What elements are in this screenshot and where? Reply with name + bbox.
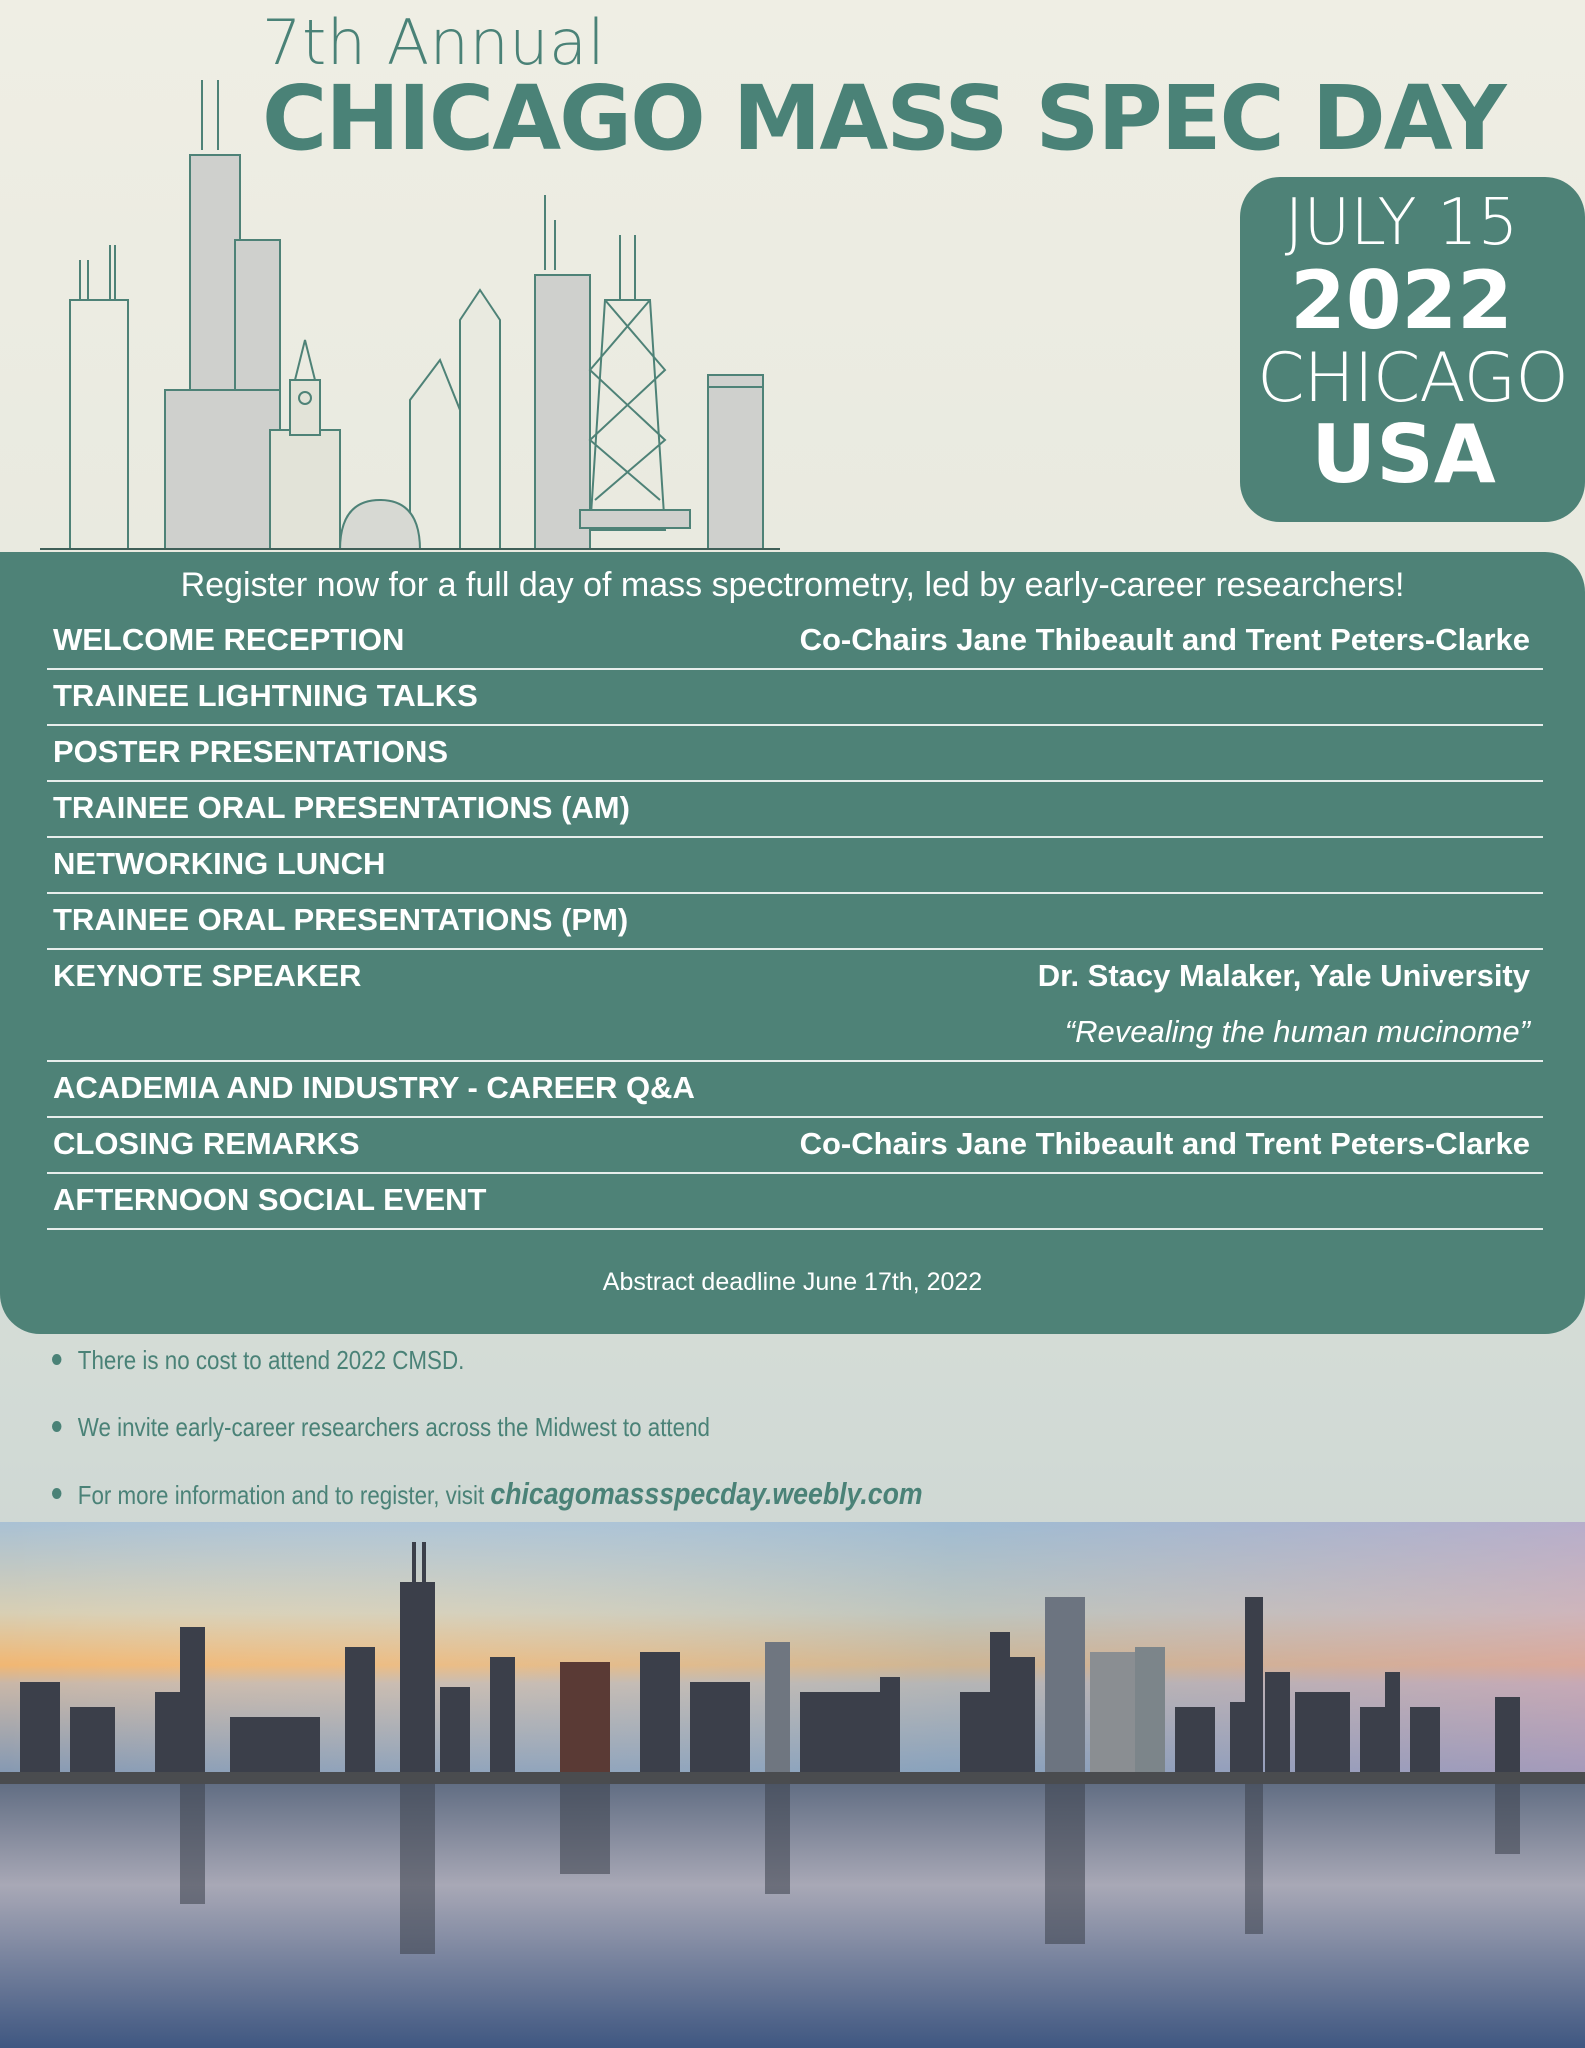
event-year: 2022 [1290,254,1513,347]
event-title: CHICAGO MASS SPEC DAY [262,66,1505,170]
schedule-row [47,1118,1543,1174]
registration-link[interactable]: chicagomassspecday.weebly.com [490,1476,923,1511]
info-text: We invite early-career researchers across the Midwest to attend [77,1412,710,1442]
info-item [52,1407,923,1474]
info-text: There is no cost to attend 2022 CMSD. [77,1345,465,1375]
skyline-illustration [40,80,780,550]
row-event: TRAINEE LIGHTNING TALKS [53,678,478,713]
row-event: TRAINEE ORAL PRESENTATIONS (PM) [53,902,629,937]
schedule-row [47,614,1543,670]
info-item [52,1340,923,1407]
schedule-row [47,726,1543,782]
row-detail: Co-Chairs Jane Thibeault and Trent Peters-Clarke [799,622,1530,657]
bullet-icon [52,1421,61,1432]
event-date: JULY 15 [1284,186,1519,260]
info-text: For more information and to register, visit [77,1480,491,1510]
event-country: USA [1311,408,1496,501]
keynote-speaker: Dr. Stacy Malaker, Yale University [1037,958,1530,993]
skyline-photo [0,1522,1585,2048]
row-detail: Co-Chairs Jane Thibeault and Trent Peters-Clarke [799,1126,1530,1161]
schedule-row [47,782,1543,838]
schedule-row [47,670,1543,726]
schedule-row [47,838,1543,894]
edition-label: 7th Annual [262,6,606,79]
row-event: KEYNOTE SPEAKER [53,958,362,993]
schedule-row [47,1174,1543,1230]
row-event: AFTERNOON SOCIAL EVENT [53,1182,487,1217]
bullet-icon [52,1488,61,1499]
event-city: CHICAGO [1257,339,1568,418]
schedule-list [47,614,1543,1230]
bullet-icon [52,1354,61,1365]
row-event: POSTER PRESENTATIONS [53,734,449,769]
schedule-panel [0,552,1585,1334]
date-location-box [1240,177,1585,522]
row-event: CLOSING REMARKS [53,1126,360,1161]
schedule-row [47,894,1543,950]
row-event: ACADEMIA AND INDUSTRY - CAREER Q&A [53,1070,695,1105]
row-event: NETWORKING LUNCH [53,846,386,881]
registration-intro: Register now for a full day of mass spectrometry, led by early-career researchers! [180,566,1405,604]
schedule-row-keynote [47,950,1543,1062]
keynote-talk-title: “Revealing the human mucinome” [1064,1014,1530,1049]
abstract-deadline: Abstract deadline June 17th, 2022 [602,1268,983,1296]
info-list [52,1340,1064,1541]
row-event: WELCOME RECEPTION [53,622,405,657]
schedule-row [47,1062,1543,1118]
row-event: TRAINEE ORAL PRESENTATIONS (AM) [53,790,630,825]
